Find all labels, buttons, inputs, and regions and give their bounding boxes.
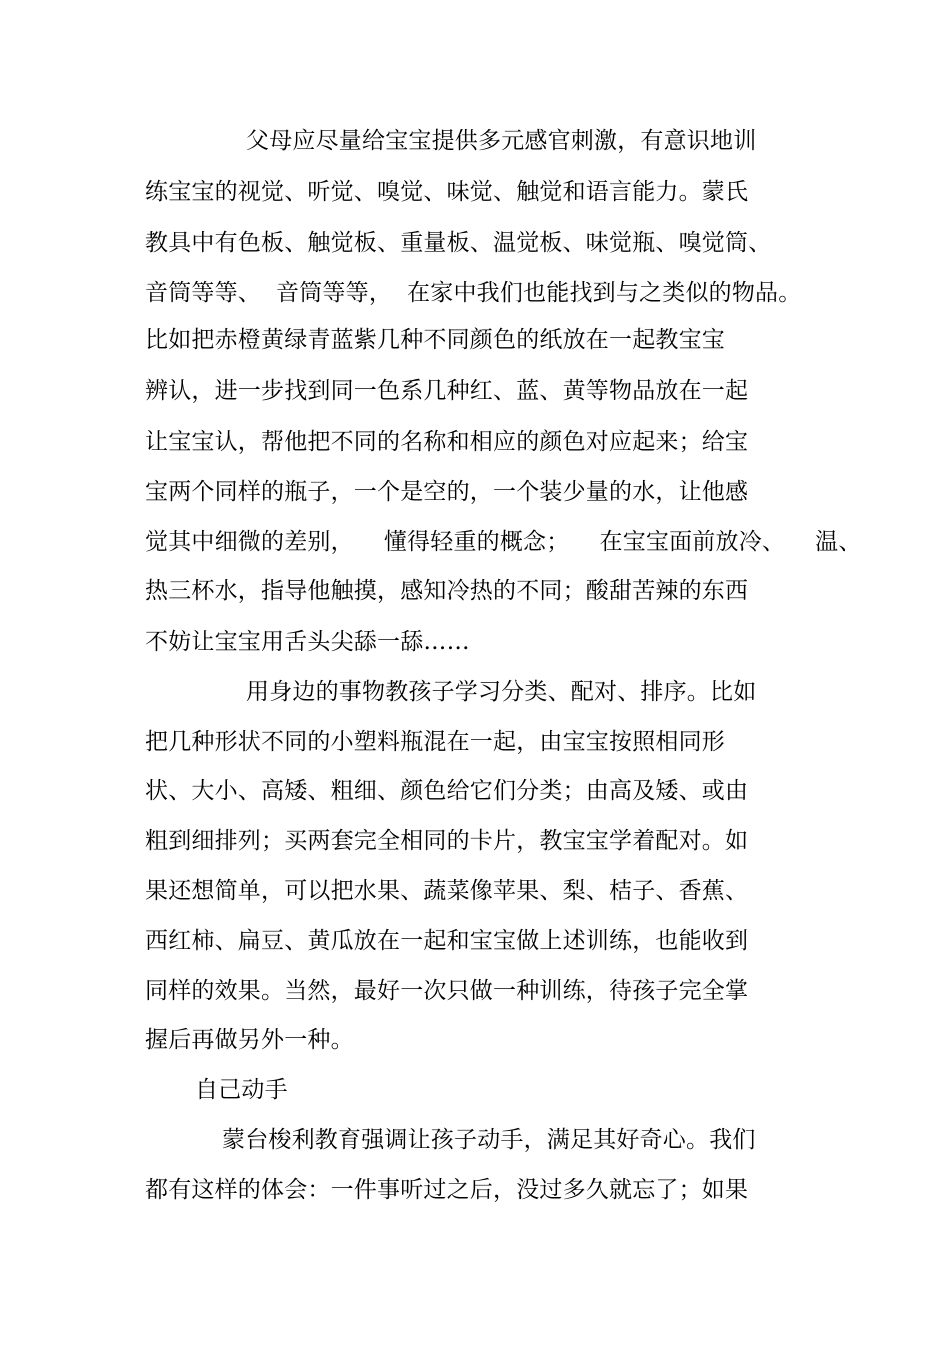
- text-line: 热三杯水，指导他触摸，感知冷热的不同；酸甜苦辣的东西: [145, 578, 749, 604]
- text-line: 比如把赤橙黄绿青蓝紫几种不同颜色的纸放在一起教宝宝: [145, 327, 725, 353]
- text-line: 练宝宝的视觉、听觉、嗅觉、味觉、触觉和语言能力。蒙氏: [145, 179, 749, 205]
- text-line: 同样的效果。当然，最好一次只做一种训练，待孩子完全掌: [145, 978, 749, 1004]
- text-line: 果还想简单，可以把水果、蔬菜像苹果、梨、桔子、香蕉、: [145, 878, 749, 904]
- text-line: 宝两个同样的瓶子，一个是空的，一个装少量的水，让他感: [145, 479, 749, 505]
- text-line: 都有这样的体会：一件事听过之后，没过多久就忘了；如果: [145, 1177, 749, 1203]
- text-line: 用身边的事物教孩子学习分类、配对、排序。比如: [246, 679, 757, 705]
- text-line: 音筒等等、 音筒等等， 在家中我们也能找到与之类似的物品。: [145, 280, 802, 306]
- text-line: 辨认，进一步找到同一色系几种红、蓝、黄等物品放在一起: [145, 378, 749, 404]
- text-line: 粗到细排列；买两套完全相同的卡片，教宝宝学着配对。如: [145, 828, 749, 854]
- section-heading: 自己动手: [195, 1077, 288, 1103]
- text-line: 西红柿、扁豆、黄瓜放在一起和宝宝做上述训练，也能收到: [145, 928, 749, 954]
- text-line: 状、大小、高矮、粗细、颜色给它们分类；由高及矮、或由: [145, 778, 749, 804]
- text-line: 觉其中细微的差别， 懂得轻重的概念； 在宝宝面前放冷、 温、: [145, 529, 862, 555]
- text-line: 握后再做另外一种。: [145, 1027, 354, 1053]
- text-line: 蒙台梭利教育强调让孩子动手，满足其好奇心。我们: [222, 1127, 756, 1153]
- text-line: 教具中有色板、触觉板、重量板、温觉板、味觉瓶、嗅觉筒、: [145, 230, 772, 256]
- text-line: 把几种形状不同的小塑料瓶混在一起，由宝宝按照相同形: [145, 729, 725, 755]
- text-line: 让宝宝认，帮他把不同的名称和相应的颜色对应起来；给宝: [145, 429, 749, 455]
- text-line: 父母应尽量给宝宝提供多元感官刺激，有意识地训: [246, 128, 757, 154]
- text-line: 不妨让宝宝用舌头尖舔一舔……: [145, 629, 470, 655]
